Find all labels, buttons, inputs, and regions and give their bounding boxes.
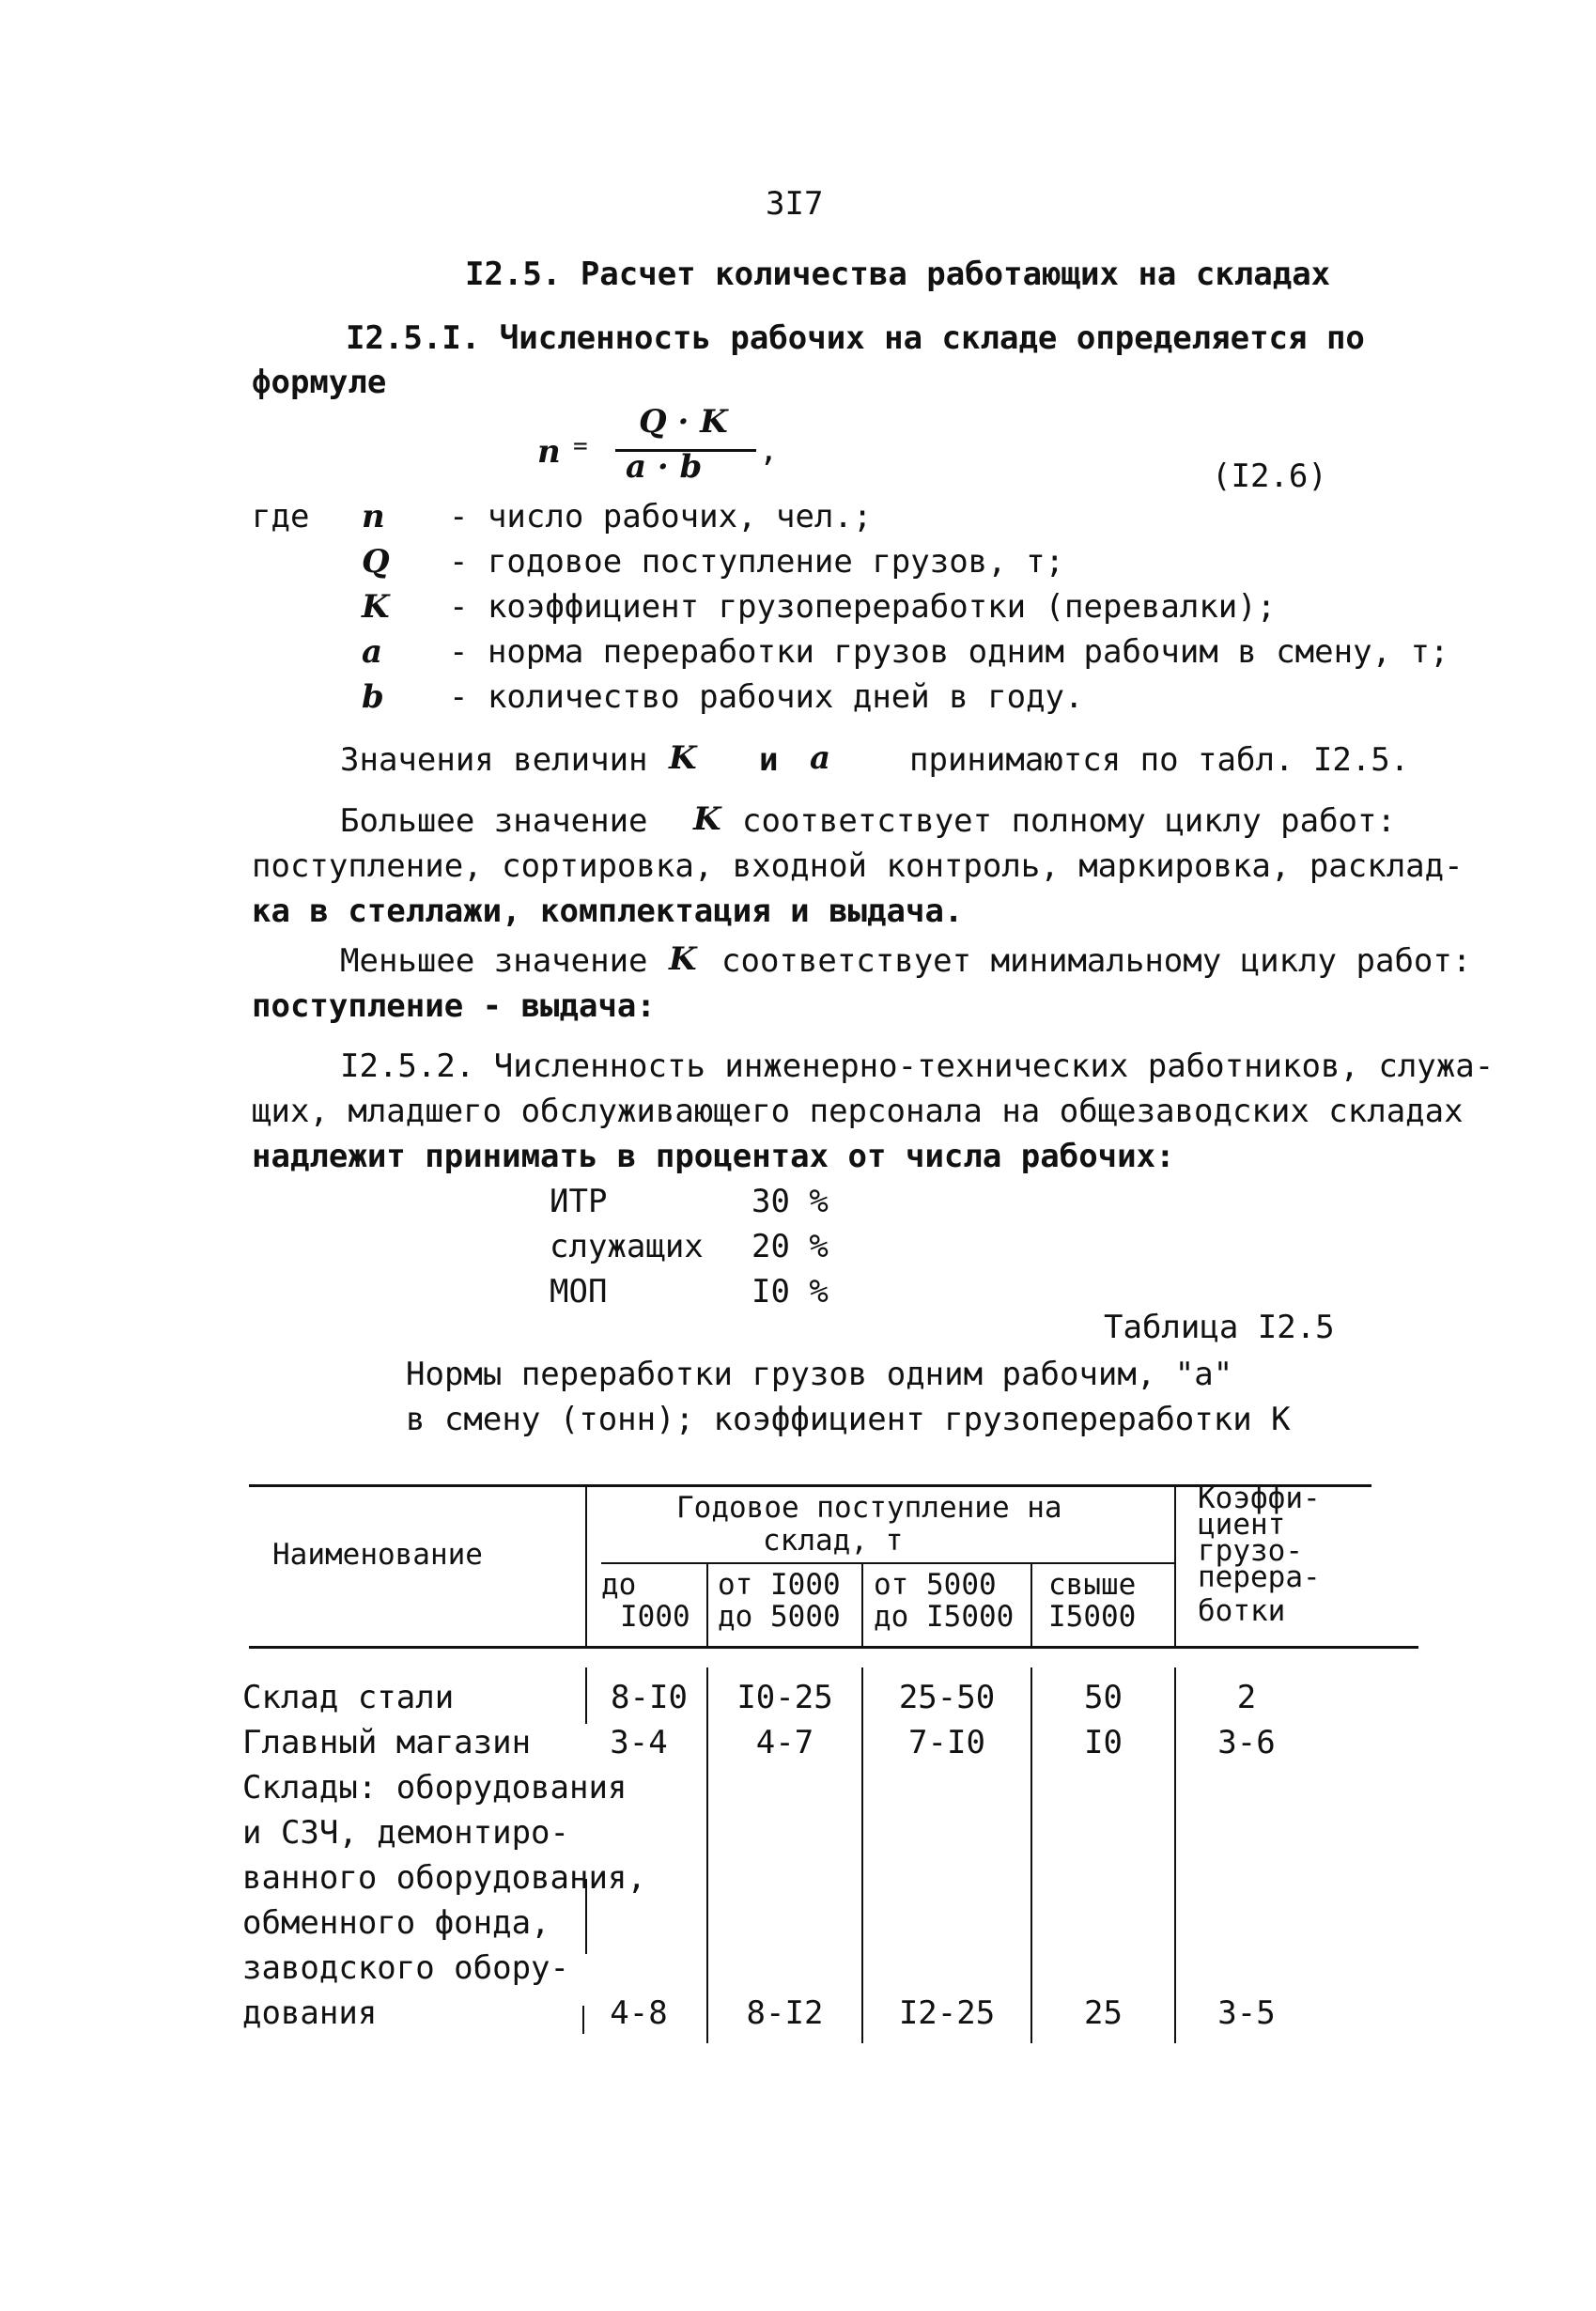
header-col1-b: I000: [620, 1600, 690, 1634]
staff-name: МОП: [550, 1273, 608, 1311]
header-coef-2: циент: [1198, 1508, 1286, 1542]
row-name-line: Склады: оборудования: [242, 1769, 628, 1807]
values-symbol-k: K: [669, 739, 697, 777]
paragraph-1-line-2: формуле: [252, 364, 387, 401]
where-word: где: [252, 498, 310, 535]
header-col2-b: до 5000: [718, 1600, 841, 1634]
def-symbol: n: [362, 498, 385, 535]
def-symbol: a: [362, 633, 383, 671]
row-cell: 8-I2: [746, 1994, 824, 2032]
def-text: - коэффициент грузопереработки (перевалки);: [449, 588, 1277, 626]
header-coef-1: Коэффи-: [1198, 1481, 1321, 1515]
row-name-line: и СЗЧ, демонтиро-: [242, 1814, 569, 1852]
staff-percent: 30 %: [752, 1183, 829, 1220]
row-cell: 4-8: [610, 1994, 668, 2032]
staff-name: ИТР: [550, 1183, 608, 1220]
staff-percent: I0 %: [752, 1273, 829, 1311]
table-vrule: [1030, 1667, 1032, 2043]
row-cell: 3-6: [1217, 1724, 1276, 1761]
values-and: и: [759, 741, 779, 779]
row-cell: I0-25: [736, 1679, 833, 1716]
table-vrule: [706, 1667, 708, 2043]
table-group-rule: [601, 1562, 1174, 1564]
row-name-line: заводского обору-: [242, 1949, 569, 1987]
table-caption-line-2: в смену (тонн); коэффициент грузопереработки К: [406, 1401, 1291, 1438]
formula-comma: ,: [759, 431, 779, 469]
smaller-line-2: поступление - выдача:: [252, 987, 656, 1025]
bigger-text-b: соответствует полному циклу работ:: [742, 802, 1396, 840]
header-col4-a: свыше: [1048, 1568, 1137, 1602]
table-caption-line-1: Нормы переработки грузов одним рабочим, "а": [406, 1356, 1233, 1393]
header-col2-a: от I000: [718, 1568, 841, 1602]
row-cell: 25: [1084, 1994, 1123, 2032]
def-text: - число рабочих, чел.;: [449, 498, 873, 535]
def-symbol: Q: [362, 543, 390, 581]
def-text: - норма переработки грузов одним рабочим в смену, т;: [449, 633, 1449, 671]
header-col4-b: I5000: [1048, 1600, 1137, 1634]
table-vrule: [706, 1564, 708, 1646]
values-text-a: Значения величин: [340, 741, 648, 779]
table-vrule: [861, 1667, 863, 2043]
smaller-text-a: Меньшее значение: [340, 942, 648, 980]
row-cell: 3-5: [1217, 1994, 1276, 2032]
paragraph-2-line-1: I2.5.2. Численность инженерно-технических работников, служа-: [340, 1047, 1495, 1085]
row-cell: 8-I0: [611, 1679, 688, 1716]
formula-numerator: Q · K: [639, 403, 728, 441]
formula-lhs: n: [537, 433, 561, 471]
table-label: Таблица I2.5: [1104, 1309, 1335, 1346]
staff-name: служащих: [550, 1228, 704, 1265]
staff-percent: 20 %: [752, 1228, 829, 1265]
def-symbol: b: [362, 678, 384, 716]
page-number: 3I7: [766, 185, 824, 223]
row-name: Главный магазин: [242, 1724, 532, 1761]
table-header-rule: [249, 1646, 1418, 1649]
def-text: - годовое поступление грузов, т;: [449, 543, 1065, 581]
section-title: I2.5. Расчет количества работающих на складах: [465, 256, 1331, 293]
header-name: Наименование: [272, 1538, 483, 1572]
bigger-line-3: ка в стеллажи, комплектация и выдача.: [252, 892, 964, 930]
def-symbol: K: [362, 588, 390, 626]
table-vrule: [585, 1667, 587, 1724]
header-coef-4: перера-: [1198, 1560, 1321, 1594]
row-cell: I2-25: [898, 1994, 996, 2032]
table-vrule: [1030, 1564, 1032, 1646]
formula-denominator: a · b: [626, 448, 703, 486]
smaller-text-b: соответствует минимальному циклу работ:: [721, 942, 1472, 980]
row-cell: 3-4: [610, 1724, 668, 1761]
paragraph-1-line-1: I2.5.I. Численность рабочих на складе определяется по: [346, 319, 1365, 357]
row-name-line: обменного фонда,: [242, 1904, 550, 1942]
header-col1-a: до: [601, 1568, 637, 1602]
formula-equals: =: [573, 432, 588, 460]
bigger-text-a: Большее значение: [340, 802, 648, 840]
header-coef-5: ботки: [1198, 1594, 1286, 1628]
header-group-line-2: склад, т: [763, 1524, 904, 1558]
row-cell: 2: [1236, 1679, 1257, 1716]
row-cell: 25-50: [898, 1679, 996, 1716]
bigger-line-2: поступление, сортировка, входной контроль, маркировка, расклад-: [252, 847, 1464, 885]
table-vrule: [585, 1486, 587, 1646]
row-name: Склад стали: [242, 1679, 455, 1716]
table-vrule: [861, 1564, 863, 1646]
table-vrule: [1174, 1486, 1176, 1646]
values-symbol-a: a: [810, 739, 831, 777]
paragraph-2-line-2: щих, младшего обслуживающего персонала на общезаводских складах: [252, 1093, 1464, 1130]
row-cell: 50: [1084, 1679, 1123, 1716]
bigger-symbol-k: K: [693, 800, 721, 838]
row-cell: 4-7: [755, 1724, 814, 1761]
header-col3-b: до I5000: [874, 1600, 1015, 1634]
values-text-b: принимаются по табл. I2.5.: [909, 741, 1410, 779]
def-text: - количество рабочих дней в году.: [449, 678, 1084, 716]
row-name-line: дования: [242, 1994, 378, 2032]
table-vrule: [1174, 1667, 1176, 2043]
row-name-line: ванного оборудования,: [242, 1859, 646, 1897]
header-group-line-1: Годовое поступление на: [676, 1491, 1062, 1525]
row-cell: 7-I0: [908, 1724, 985, 1761]
row-cell: I0: [1084, 1724, 1123, 1761]
table-vrule: [582, 2006, 584, 2034]
header-col3-a: от 5000: [874, 1568, 997, 1602]
smaller-symbol-k: K: [669, 940, 697, 978]
paragraph-2-line-3: надлежит принимать в процентах от числа рабочих:: [252, 1138, 1175, 1175]
formula-number: (I2.6): [1212, 458, 1327, 495]
header-coef-3: грузо-: [1198, 1534, 1303, 1568]
